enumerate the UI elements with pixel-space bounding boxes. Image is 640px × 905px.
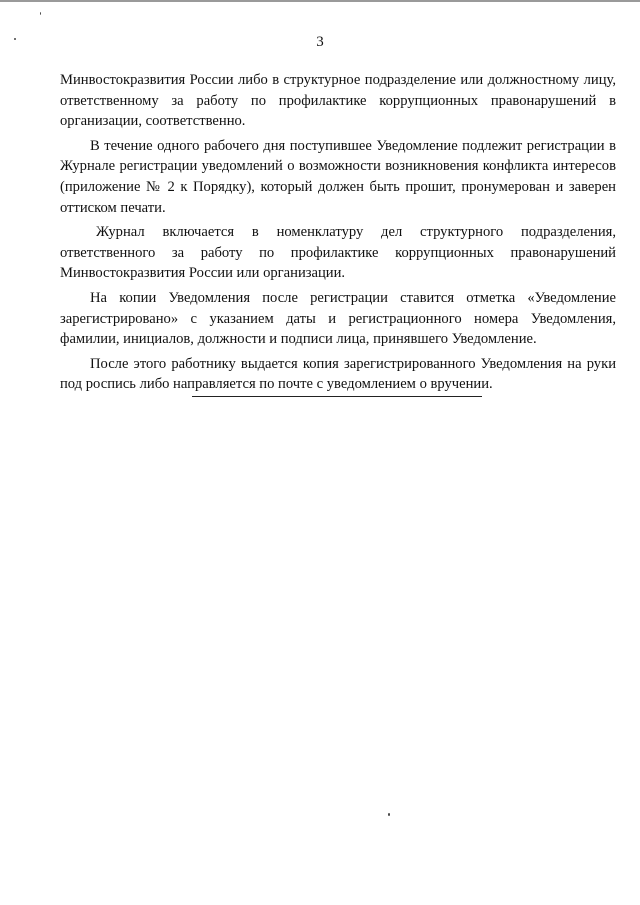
scan-top-edge <box>0 0 640 2</box>
document-body <box>60 70 616 399</box>
scan-speck <box>40 12 41 15</box>
scan-speck <box>388 813 390 816</box>
paragraph-registration: В течение одного рабочего дня поступившее Уведомление подлежит регистрации в Журнале регистрации уведомлений о возможности возникновения конфликта интересов (приложение № 2 к Порядку), который должен быть прошит, пронумерован и заверен оттиском печати. <box>60 137 616 216</box>
paragraph-issue-copy: После этого работнику выдается копия зарегистрированного Уведомления на руки под роспись либо направляется по почте с уведомлением о вручении. <box>60 355 616 393</box>
page-number: 3 <box>316 34 324 50</box>
paragraph-copy-mark: На копии Уведомления после регистрации ставится отметка «Уведомление зарегистрировано» с указанием даты и регистрационного номера Уведомления, фамилии, инициалов, должности и подписи лица, принявшего Уведомление. <box>60 289 616 348</box>
end-of-text-divider <box>192 396 482 397</box>
paragraph-journal: Журнал включается в номенклатуру дел структурного подразделения, ответственного за работу по профилактике коррупционных правонарушений Минвостокразвития России или организации. <box>60 224 616 282</box>
paragraph-continuation: Минвостокразвития России либо в структурное подразделение или должностному лицу, ответственному за работу по профилактике коррупционных правонарушений в организации, соответственно. <box>60 72 616 130</box>
